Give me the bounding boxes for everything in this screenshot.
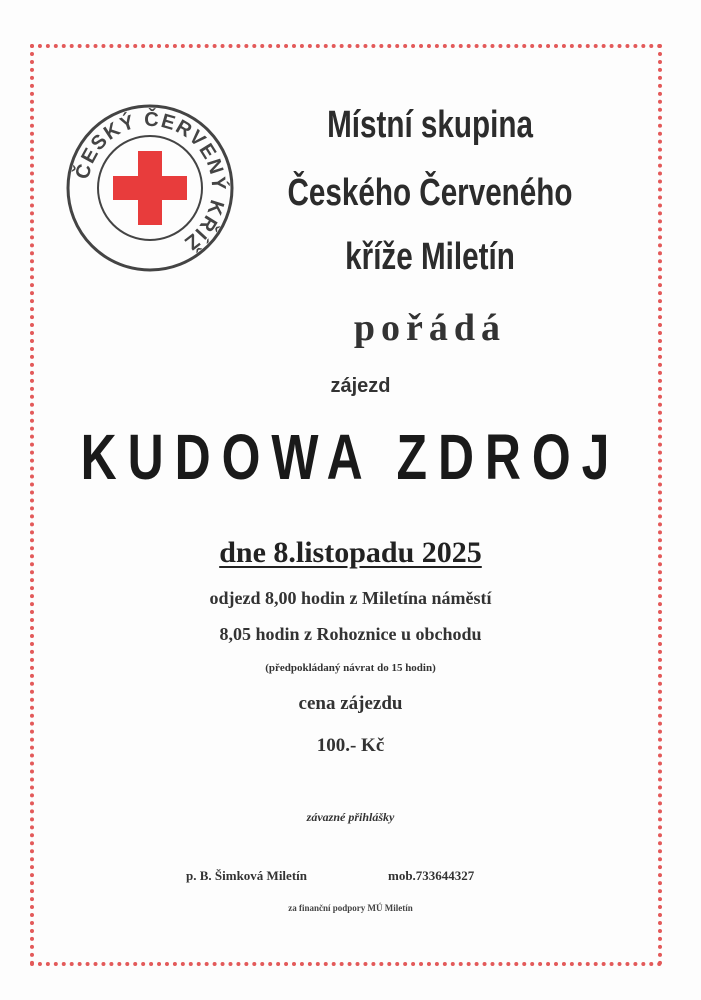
contact-phone: mob.733644327: [388, 868, 475, 883]
heading-line-2: Českého Červeného: [287, 172, 573, 214]
registration-label: závazné přihlášky: [306, 810, 395, 824]
heading-line-1: Místní skupina: [327, 104, 533, 146]
support-note: za finanční podpory MÚ Miletín: [288, 903, 413, 913]
contact-name: p. B. Šimková Miletín: [186, 868, 307, 883]
red-cross-logo-icon: [65, 103, 235, 273]
price-value: 100.- Kč: [316, 735, 385, 756]
destination-title: KUDOWA ZDROJ: [80, 421, 621, 493]
red-cross-icon: [113, 151, 187, 225]
logo-ring-text: ČESKÝ ČERVENÝ KŘÍŽ: [71, 108, 230, 255]
price-label: cena zájezdu: [298, 693, 403, 714]
heading-line-3: kříže Miletín: [345, 236, 515, 278]
trip-date-container: [0, 536, 701, 570]
trip-date: dne 8.listopadu 2025: [219, 536, 482, 569]
return-note: (předpokládaný návrat do 15 hodin): [265, 662, 436, 674]
trip-label: zájezd: [330, 375, 391, 397]
departure-line-2: 8,05 hodin z Rohoznice u obchodu: [219, 624, 482, 644]
organizes-text: pořádá: [353, 307, 507, 349]
departure-line-1: odjezd 8,00 hodin z Miletína náměstí: [209, 588, 492, 608]
